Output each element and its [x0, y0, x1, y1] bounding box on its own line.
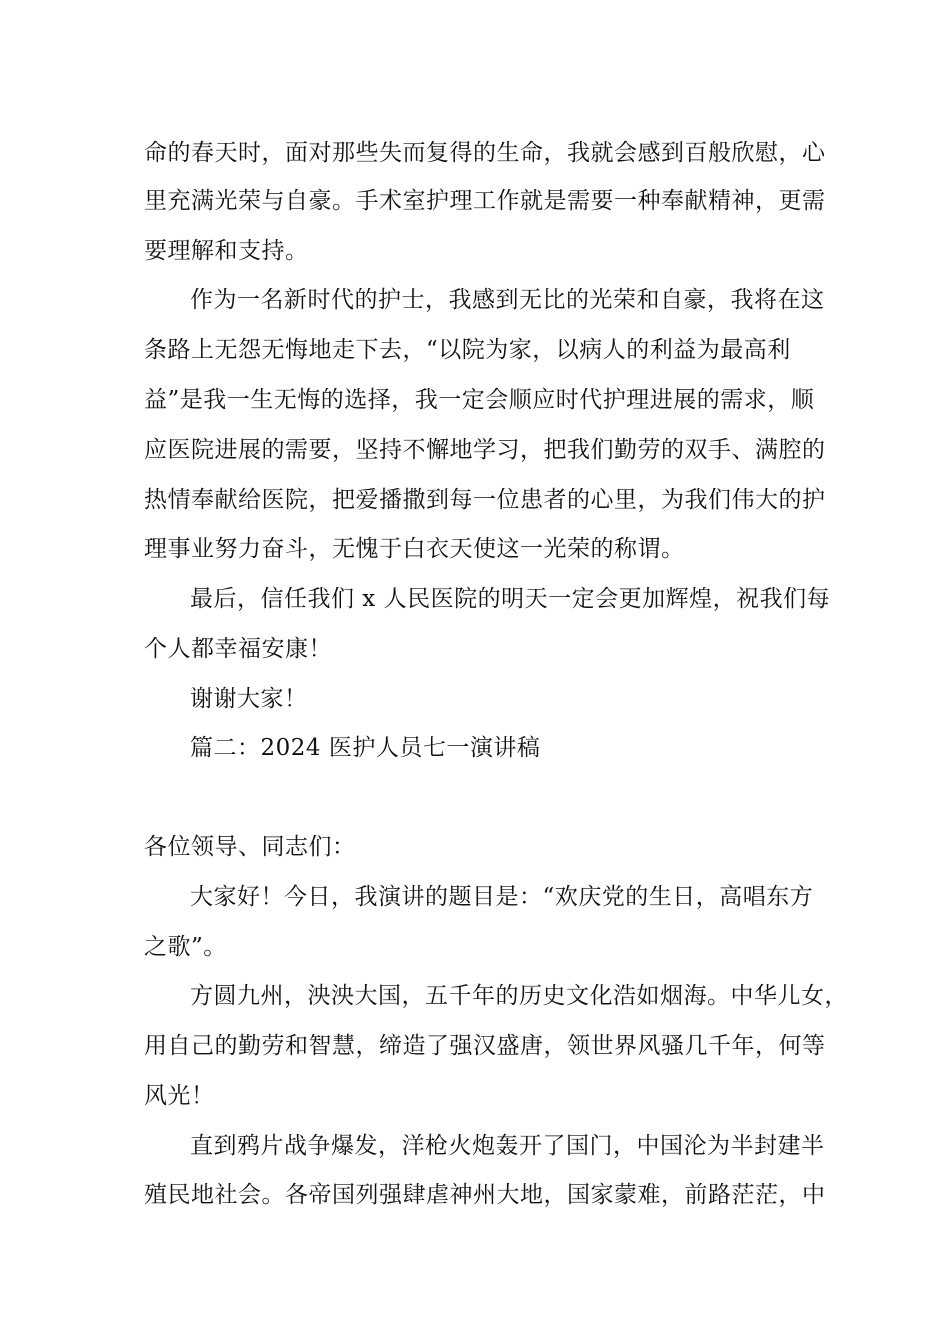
text-line: 之歌”。: [144, 934, 227, 960]
salutation: 各位领导、同志们：: [144, 834, 356, 860]
text-line: 大家好！今日，我演讲的题目是：“欢庆党的生日，高唱东方: [190, 884, 814, 910]
text-line: 作为一名新时代的护士，我感到无比的光荣和自豪，我将在这: [190, 287, 825, 313]
text-line: 益”是我一生无悔的选择，我一定会顺应时代护理进展的需求，顺: [144, 387, 815, 413]
section-heading: 篇二：2024 医护人员七一演讲稿: [190, 735, 541, 761]
text-line: 里充满光荣与自豪。手术室护理工作就是需要一种奉献精神，更需: [144, 188, 826, 214]
text-line: 要理解和支持。: [144, 238, 309, 264]
text-line: 风光！: [144, 1083, 215, 1109]
text-line: 个人都幸福安康！: [144, 636, 332, 662]
text-line: 谢谢大家！: [190, 686, 308, 712]
text-line: 殖民地社会。各帝国列强肆虐神州大地，国家蒙难，前路茫茫，中: [144, 1182, 826, 1208]
text-line: 命的春天时，面对那些失而复得的生命，我就会感到百般欣慰，心: [144, 140, 826, 166]
text-line: 最后，信任我们 x 人民医院的明天一定会更加辉煌，祝我们每: [190, 586, 831, 612]
text-line: 理事业努力奋斗，无愧于白衣天使这一光荣的称谓。: [144, 536, 685, 562]
text-line: 方圆九州，泱泱大国，五千年的历史文化浩如烟海。中华儿女，: [190, 983, 848, 1009]
text-line: 应医院进展的需要，坚持不懈地学习，把我们勤劳的双手、满腔的: [144, 437, 826, 463]
text-line: 直到鸦片战争爆发，洋枪火炮轰开了国门，中国沦为半封建半: [190, 1133, 825, 1159]
text-line: 热情奉献给医院，把爱播撒到每一位患者的心里，为我们伟大的护: [144, 487, 826, 513]
text-line: 用自己的勤劳和智慧，缔造了强汉盛唐，领世界风骚几千年，何等: [144, 1033, 826, 1059]
text-line: 条路上无怨无悔地走下去，“以院为家，以病人的利益为最高利: [144, 337, 791, 363]
